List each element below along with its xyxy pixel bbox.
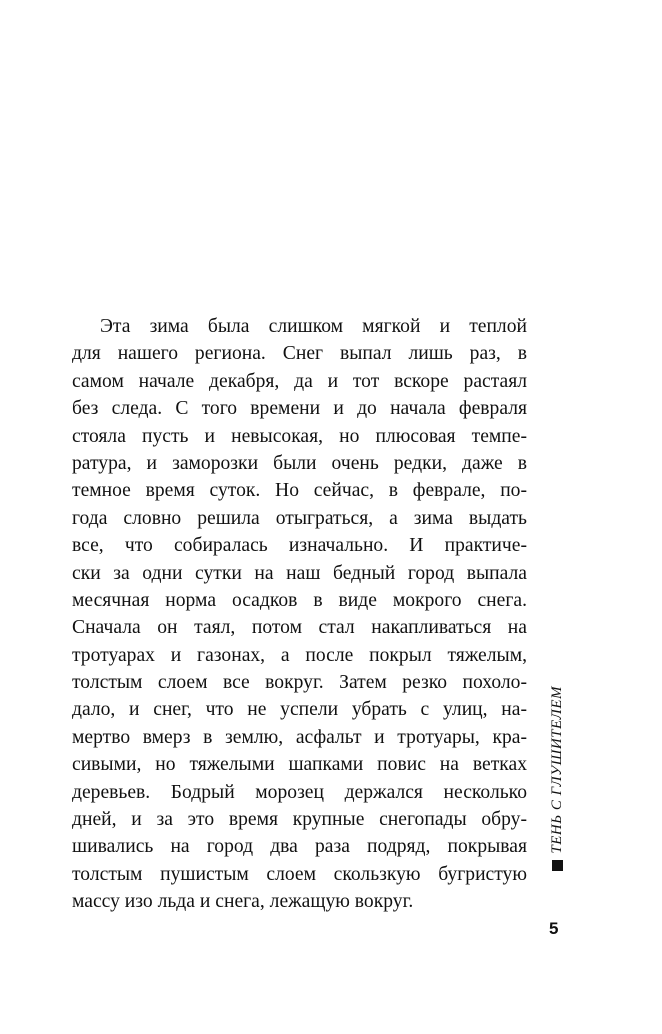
square-bullet-icon	[552, 860, 563, 871]
body-paragraph	[72, 313, 527, 916]
text-line: ратура, и заморозки были очень редки, даже в	[72, 452, 527, 474]
text-line: темное время суток. Но сейчас, в феврале, по-	[72, 480, 527, 502]
text-line: дало, и снег, что не успели убрать с улиц, на-	[72, 699, 527, 721]
text-line: толстым пушистым слоем скользкую бугристую	[72, 863, 527, 885]
text-line: тротуарах и газонах, а после покрыл тяжелым,	[72, 644, 527, 666]
text-line: для нашего региона. Снег выпал лишь раз, в	[72, 343, 527, 365]
text-line: все, что собиралась изначально. И практиче-	[72, 535, 527, 557]
running-head-title: ТЕНЬ С ГЛУШИТЕЛЕМ	[548, 686, 565, 854]
text-line: мертво вмерз в землю, асфальт и тротуары, кра-	[72, 726, 527, 748]
text-line: без следа. С того времени и до начала февраля	[72, 398, 527, 420]
text-line: года словно решила отыграться, а зима выдать	[72, 507, 527, 529]
text-line: стояла пусть и невысокая, но плюсовая темпе-	[72, 425, 527, 447]
running-head	[545, 686, 569, 896]
text-line: месячная норма осадков в виде мокрого снега.	[72, 589, 527, 611]
text-line: деревьев. Бодрый морозец держался несколько	[72, 781, 527, 803]
text-line: дней, и за это время крупные снегопады обру-	[72, 809, 527, 831]
text-line: самом начале декабря, да и тот вскоре растаял	[72, 370, 527, 392]
text-line: сивыми, но тяжелыми шапками повис на ветках	[72, 754, 527, 776]
text-line: Сначала он таял, потом стал накапливаться на	[72, 617, 527, 639]
text-line: Эта зима была слишком мягкой и теплой	[100, 316, 527, 337]
page-number: 5	[549, 919, 559, 938]
text-line: шивались на город два раза подряд, покрывая	[72, 836, 527, 858]
text-line: толстым слоем все вокруг. Затем резко похоло-	[72, 672, 527, 694]
text-line: массу изо льда и снега, лежащую вокруг.	[72, 891, 414, 913]
text-line: ски за одни сутки на наш бедный город выпала	[72, 562, 527, 584]
